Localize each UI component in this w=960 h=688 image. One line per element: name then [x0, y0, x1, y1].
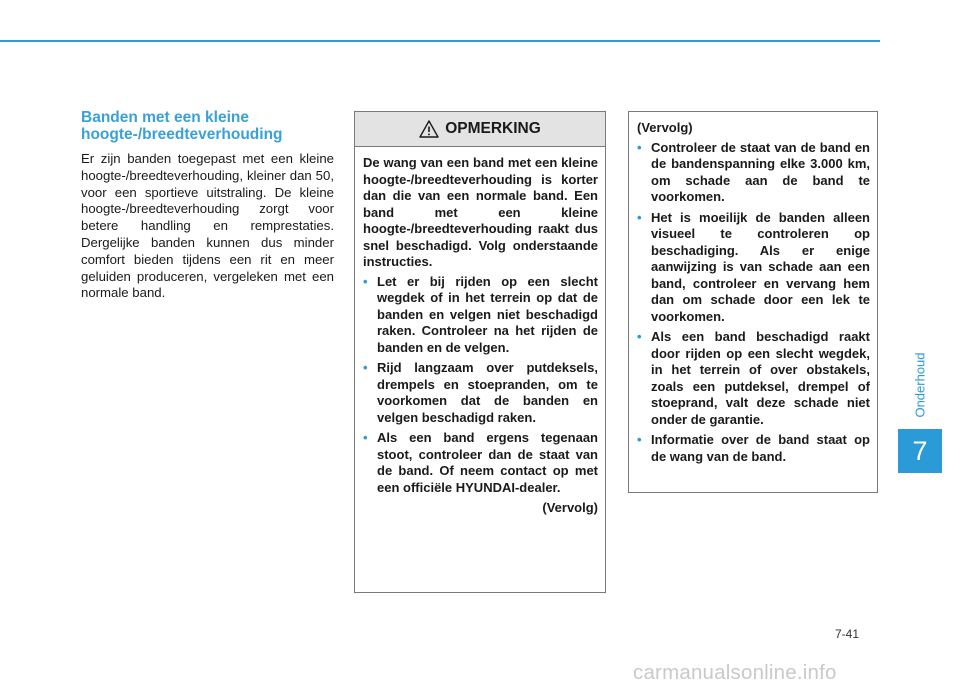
notice-body: [355, 147, 605, 517]
notice-header-label: OPMERKING: [445, 120, 541, 137]
bullet-icon: •: [637, 432, 642, 447]
continued-bullet-list: [637, 140, 870, 466]
notice-continued-body: [629, 112, 877, 465]
chapter-label: Onderhoud: [912, 352, 928, 418]
chapter-number: 7: [912, 435, 928, 466]
notice-bullet: • Let er bij rijden op een slecht wegdek of in het terrein op dat de banden en velgen niet beschadigd raken. Controleer na het rijden de banden en de velgen.: [363, 273, 598, 355]
chapter-side-label: [898, 345, 942, 425]
section-title: Banden met een kleine hoogte-/breedteverhouding: [81, 109, 283, 143]
bullet-icon: •: [363, 273, 368, 289]
warning-triangle-icon: [419, 120, 439, 138]
continued-label: (Vervolg): [542, 500, 598, 515]
bullet-icon: •: [363, 360, 368, 375]
continued-heading: (Vervolg): [637, 120, 693, 135]
bullet-icon: •: [637, 329, 642, 344]
bullet-icon: •: [363, 430, 368, 445]
page-number: 7-41: [835, 627, 860, 641]
notice-bullet-list: [363, 274, 598, 497]
notice-bullet: • Als een band ergens tegenaan stoot, controleer dan de staat van de band. Of neem contact op met een officiële HYUNDAI-dealer.: [363, 430, 598, 495]
continued-bullet: • Controleer de staat van de band en de bandenspanning elke 3.000 km, om schade aan de band te voorkomen.: [637, 139, 870, 204]
notice-intro: De wang van een band met een kleine hoogte-/breedteverhouding is korter dan die van een normale band. Een band met een kleine hoogte-/breedteverhouding raakt dus snel beschadigd. Volg onderstaande instructies.: [363, 155, 598, 269]
bullet-icon: •: [637, 209, 642, 225]
chapter-number-tab: [898, 429, 942, 473]
bullet-icon: •: [637, 139, 642, 155]
continued-bullet: • Als een band beschadigd raakt door rijden op een slecht wegdek, in het terrein of over obstakels, zoals een putdeksel, drempel of stoeprand, valt deze schade niet onder de garantie.: [637, 329, 870, 427]
watermark: carmanualsonline.info: [633, 661, 837, 684]
continued-bullet: • Informatie over de band staat op de wang van de band.: [637, 432, 870, 464]
section-body: Er zijn banden toegepast met een kleine hoogte-/breedteverhouding, kleiner dan 50, voor een sportieve uitstraling. De kleine hoogte-/breedteverhouding zorgt voor betere handling en remprestaties. Dergelijke banden kunnen dus minder comfort bieden tijdens een rit en meer geluiden produceren, vergeleken met een normale band.: [81, 151, 334, 301]
header-rule: [0, 40, 880, 42]
continued-bullet: • Het is moeilijk de banden alleen visueel te controleren op beschadiging. Als er enige aanwijzing is van schade aan een band, controleer en vervang hem dan om schade door een lek te voorkomen.: [637, 209, 870, 324]
notice-bullet: • Rijd langzaam over putdeksels, drempels en stoepranden, om te voorkomen dat de banden en velgen beschadigd raken.: [363, 360, 598, 425]
notice-box: [354, 111, 606, 593]
notice-header: [355, 112, 605, 147]
notice-continued-box: [628, 111, 878, 493]
